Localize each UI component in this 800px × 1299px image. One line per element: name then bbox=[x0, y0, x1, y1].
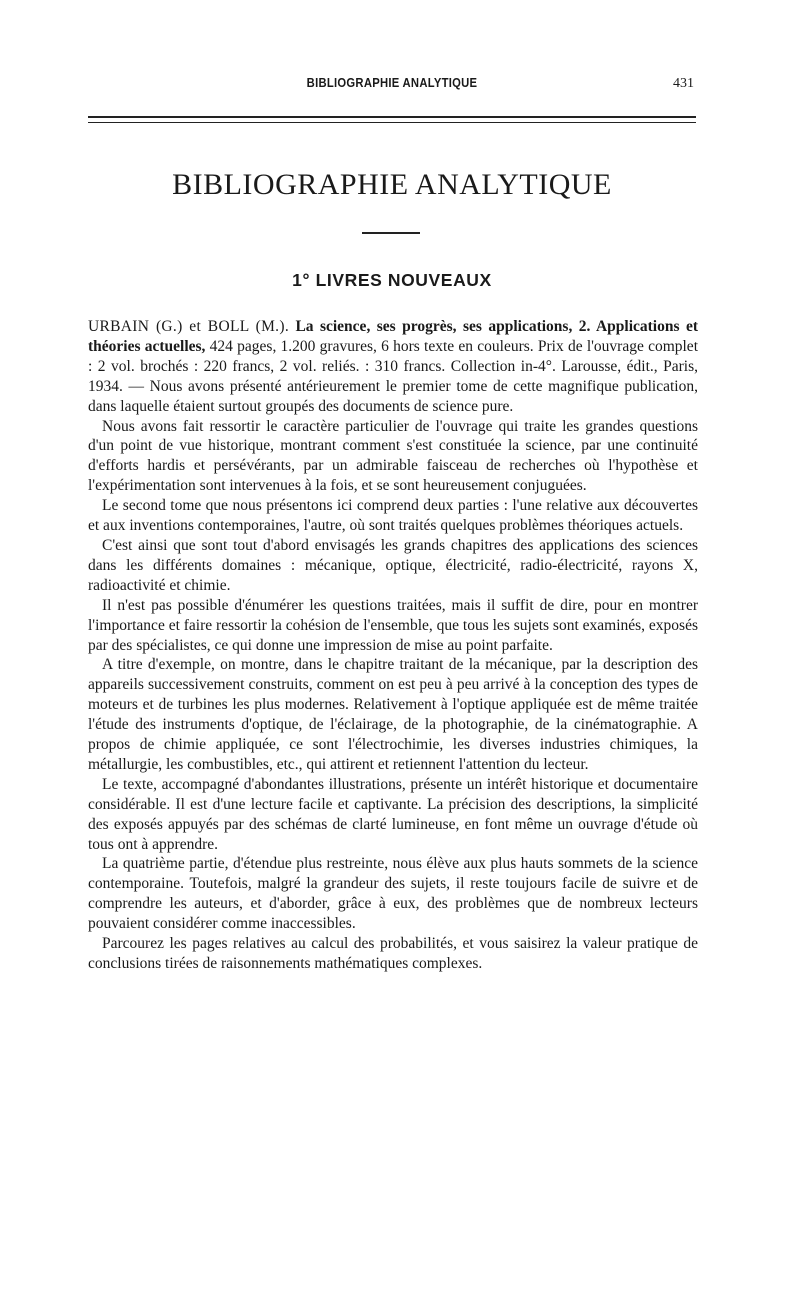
article-body bbox=[88, 317, 698, 974]
running-head-title: BIBLIOGRAPHIE ANALYTIQUE bbox=[306, 76, 478, 90]
entry-authors: URBAIN (G.) et BOLL (M.). bbox=[88, 318, 289, 335]
paragraph: Nous avons fait ressortir le caractère particulier de l'ouvrage qui traite les grandes questions d'un point de vue historique, montrant comment s'est constituée la science, par une continuité d'efforts hardis et persévérants, par un admirable faisceau de recherches où l'hypothèse et l'expérimentation sont intervenues à la fois, et se sont heureusement conjuguées. bbox=[88, 417, 698, 495]
paragraph: C'est ainsi que sont tout d'abord envisagés les grands chapitres des applications des sciences dans les différents domaines : mécanique, optique, électricité, radio-électricité, rayons X, radioactivité et chimie. bbox=[88, 536, 698, 594]
paragraph: La quatrième partie, d'étendue plus restreinte, nous élève aux plus hauts sommets de la science contemporaine. Toutefois, malgré la grandeur des sujets, il reste toujours facile de suivre et de comprendre les auteurs, et d'aborder, grâce à eux, des problèmes que de nombreux lecteurs pouvaient considérer comme inaccessibles. bbox=[88, 855, 698, 933]
section-title: 1° LIVRES NOUVEAUX bbox=[292, 270, 492, 290]
main-title: BIBLIOGRAPHIE ANALYTIQUE bbox=[172, 168, 612, 201]
paragraph: Le second tome que nous présentons ici comprend deux parties : l'une relative aux découvertes et aux inventions contemporaines, l'autre, où sont traités quelques problèmes théoriques actuels. bbox=[88, 497, 698, 535]
header-double-rule bbox=[88, 116, 696, 123]
page-number: 431 bbox=[673, 76, 694, 91]
title-underline-rule bbox=[362, 232, 420, 234]
entry-book-title: La science, ses progrès, ses applications, 2. Applications et théories actuelles, bbox=[88, 318, 698, 355]
paragraph: Le texte, accompagné d'abondantes illustrations, présente un intérêt historique et documentaire considérable. Il est d'une lecture facile et captivante. La précision des descriptions, la simplicité des exposés appuyés par des schémas de clarté lumineuse, en font même un ouvrage d'étude où tous ont à apprendre. bbox=[88, 775, 698, 853]
bibliographic-entry bbox=[88, 317, 698, 417]
paragraph: Parcourez les pages relatives au calcul des probabilités, et vous saisirez la valeur pratique de conclusions tirées de raisonnements mathématiques complexes. bbox=[88, 935, 698, 972]
paragraph: A titre d'exemple, on montre, dans le chapitre traitant de la mécanique, par la description des appareils successivement construits, comment on est peu à peu arrivé à la conception des types de moteurs et de turbines les plus modernes. Relativement à l'optique appliquée est de même traitée l'étude des instruments d'optique, de l'éclairage, de la photographie, de la cinématographie. A propos de chimie appliquée, ce sont l'électrochimie, les diverses industries chimiques, la métallurgie, les combustibles, etc., qui attirent et retiennent l'attention du lecteur. bbox=[88, 656, 698, 773]
paragraph: Il n'est pas possible d'énumérer les questions traitées, mais il suffit de dire, pour en montrer l'importance et faire ressortir la cohésion de l'ensemble, que tous les sujets sont examinés, exposés par des spécialistes, ce qui donne une impression de mise au point parfaite. bbox=[88, 596, 698, 654]
entry-details: 424 pages, 1.200 gravures, 6 hors texte en couleurs. Prix de l'ouvrage complet : 2 vol. brochés : 220 francs, 2 vol. reliés. : 310 francs. Collection in-4°. Larousse, édit., Paris, 1934. — Nous avons présenté antérieurement le premier tome de cette magnifique publication, dans laquelle étaient surtout groupés des documents de science pure. bbox=[88, 337, 698, 415]
running-head bbox=[88, 76, 696, 98]
